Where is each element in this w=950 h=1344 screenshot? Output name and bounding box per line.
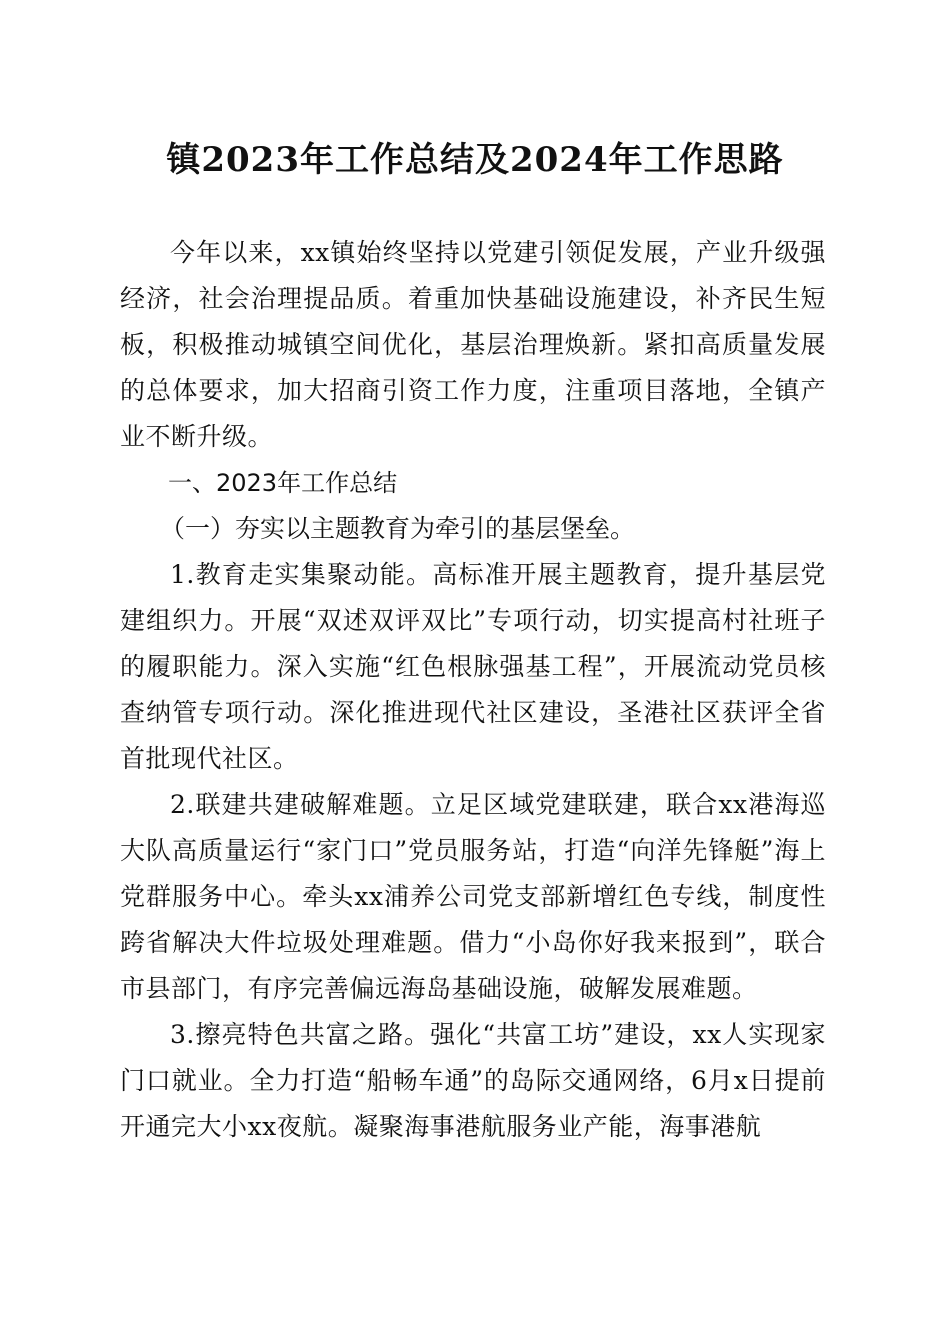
subsection-heading: （一）夯实以主题教育为牵引的基层堡垒。 — [160, 514, 636, 543]
item-paragraph-1: 1.教育走实集聚动能。高标准开展主题教育，提升基层党建组织力。开展“双述双评双比”专项行动，切实提高村社班子的履职能力。深入实施“红色根脉强基工程”，开展流动党员核查纳管专项行动。深化推进现代社区建设，圣港社区获评全省首批现代社区。 — [120, 560, 826, 773]
document-title: 镇2023年工作总结及2024年工作思路 — [166, 140, 784, 180]
document-body — [120, 230, 826, 1150]
item-paragraph-2: 2.联建共建破解难题。立足区域党建联建，联合xx港海巡大队高质量运行“家门口”党员服务站，打造“向洋先锋艇”海上党群服务中心。牵头xx浦养公司党支部新增红色专线，制度性跨省解决大件垃圾处理难题。借力“小岛你好我来报到”，联合市县部门，有序完善偏远海岛基础设施，破解发展难题。 — [120, 790, 826, 1003]
intro-paragraph: 今年以来，xx镇始终坚持以党建引领促发展，产业升级强经济，社会治理提品质。着重加快基础设施建设，补齐民生短板，积极推动城镇空间优化，基层治理焕新。紧扣高质量发展的总体要求，加大招商引资工作力度，注重项目落地，全镇产业不断升级。 — [120, 238, 826, 451]
section-heading: 一、2023年工作总结 — [168, 469, 398, 497]
item-paragraph-3: 3.擦亮特色共富之路。强化“共富工坊”建设，xx人实现家门口就业。全力打造“船畅车通”的岛际交通网络，6月x日提前开通完大小xx夜航。凝聚海事港航服务业产能，海事港航 — [120, 1020, 826, 1141]
